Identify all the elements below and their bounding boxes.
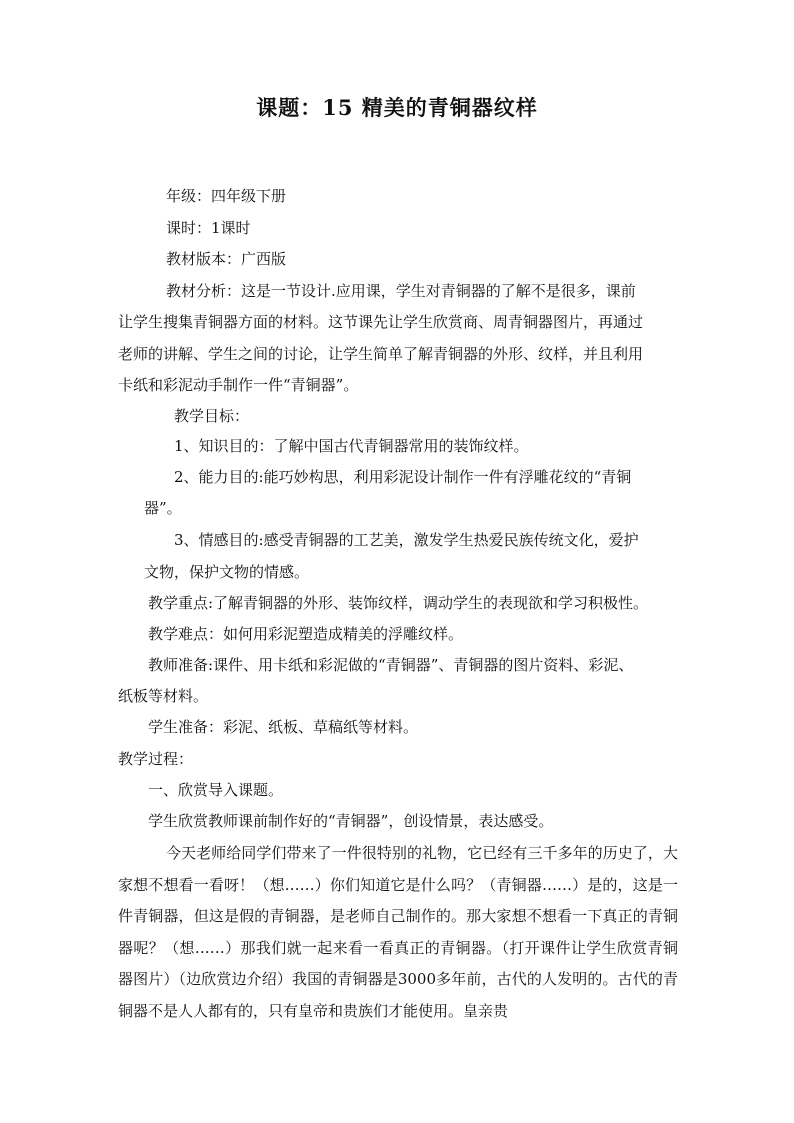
goal-knowledge: 1、知识目的：了解中国古代青铜器常用的装饰纹样。 xyxy=(174,437,529,455)
process-step-1: 一、欣赏导入课题。 xyxy=(148,781,284,799)
goal-ability-line-1: 2、能力目的:能巧妙构思，利用彩泥设计制作一件有浮雕花纹的“青铜 xyxy=(174,468,632,486)
teacher-prep-line-1: 教师准备:课件、用卡纸和彩泥做的“青铜器”、青铜器的图片资料、彩泥、 xyxy=(148,656,634,674)
process-heading: 教学过程： xyxy=(118,750,194,768)
teacher-prep-line-2: 纸板等材料。 xyxy=(118,687,209,705)
student-prep: 学生准备：彩泥、纸板、草稿纸等材料。 xyxy=(148,718,419,736)
goal-emotion-line-2: 文物，保护文物的情感。 xyxy=(144,563,310,581)
process-narrative: 今天老师给同学们带来了一件很特别的礼物，它已经有三千多年的历史了，大家想不想看一看呀！（想……）你们知道它是什么吗？（青铜器……）是的，这是一件青铜器，但这是假的青铜器，是老师自己制作的。那大家想不想看一下真正的青铜器呢？（想……）那我们就一起来看一看真正的青铜器。（打开课件让学生欣赏青铜器图片）（边欣赏边介绍）我国的青铜器是3000多年前，古代的人发明的。古代的青铜器不是人人都有的，只有皇帝和贵族们才能使用。皇亲贵 xyxy=(118,844,678,1020)
goals-heading: 教学目标： xyxy=(174,407,250,425)
goal-ability-line-2: 器”。 xyxy=(144,499,182,517)
analysis-line-3: 老师的讲解、学生之间的讨论，让学生简单了解青铜器的外形、纹样，并且利用 xyxy=(118,345,644,363)
analysis-line-4: 卡纸和彩泥动手制作一件“青铜器”。 xyxy=(118,376,359,394)
analysis-line-2: 让学生搜集青铜器方面的材料。这节课先让学生欣赏商、周青铜器图片，再通过 xyxy=(118,313,644,331)
goal-emotion-line-1: 3、情感目的:感受青铜器的工艺美，激发学生热爱民族传统文化，爱护 xyxy=(174,531,639,549)
grade-line: 年级：四年级下册 xyxy=(166,187,287,205)
analysis-line-1: 教材分析：这是一节设计.应用课，学生对青铜器的了解不是很多，课前 xyxy=(166,282,636,300)
teaching-key-point: 教学重点:了解青铜器的外形、装饰纹样，调动学生的表现欲和学习积极性。 xyxy=(148,594,649,612)
class-hours-line: 课时：1课时 xyxy=(166,219,251,237)
process-step-1-description: 学生欣赏教师课前制作好的“青铜器”，创设情景，表达感受。 xyxy=(148,812,554,830)
textbook-edition-line: 教材版本：广西版 xyxy=(166,250,287,268)
teaching-difficulty: 教学难点：如何用彩泥塑造成精美的浮雕纹样。 xyxy=(148,625,464,643)
page-title: 课题：15 精美的青铜器纹样 xyxy=(256,95,538,120)
